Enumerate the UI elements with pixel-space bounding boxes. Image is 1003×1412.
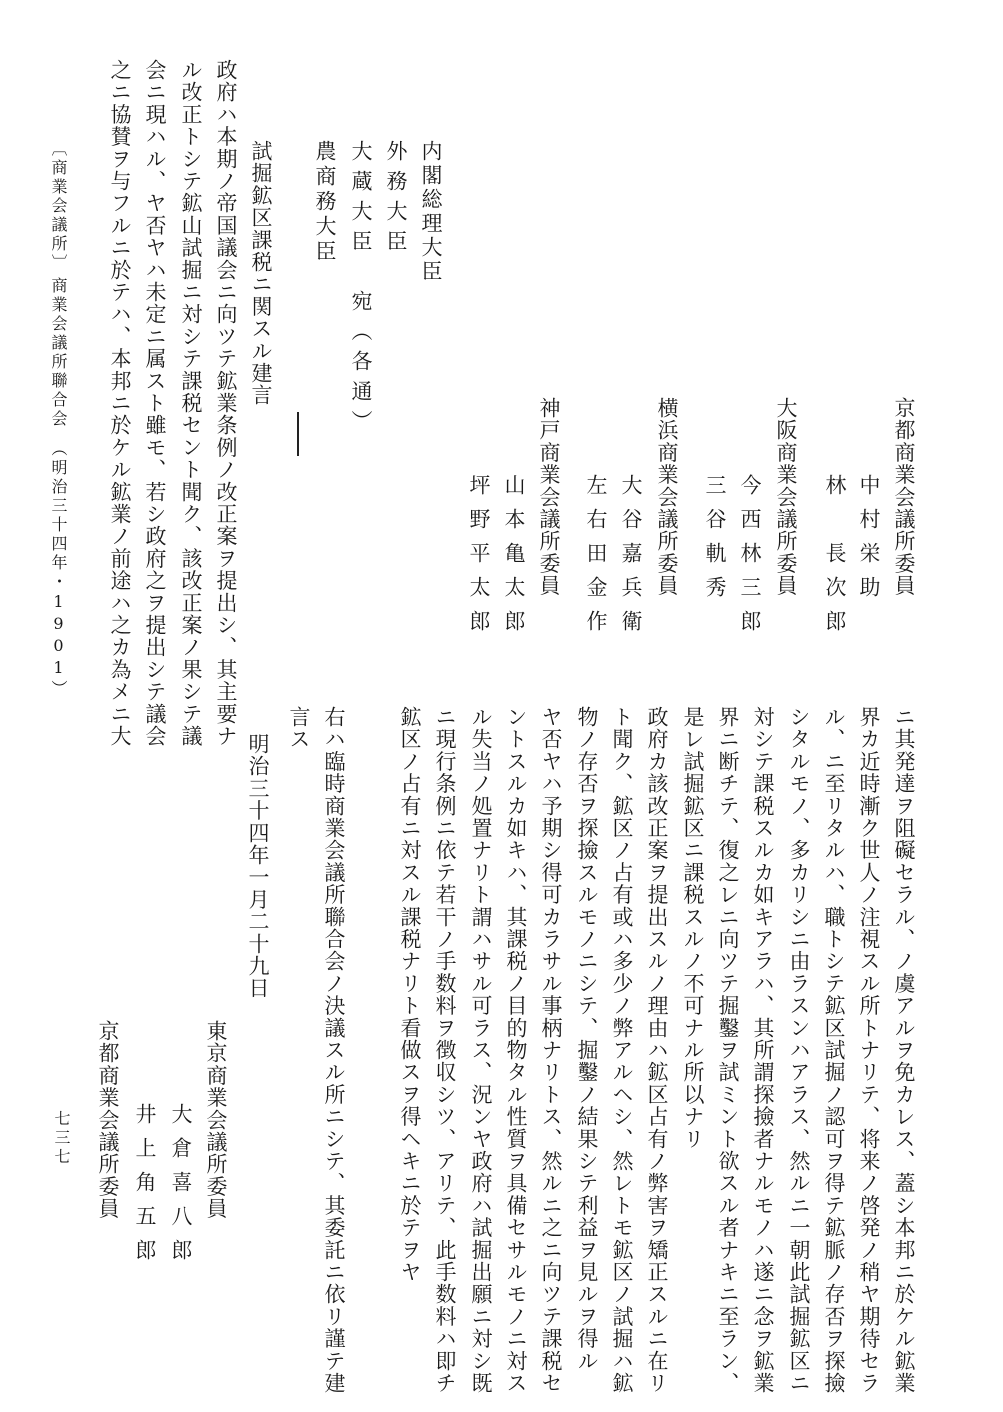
- lower-body-line-9: ト聞ク、鉱区ノ占有或ハ多少ノ弊アルヘシ、然レトモ鉱区ノ試掘ハ鉱: [610, 706, 634, 1395]
- upper-body-line-4: 之ニ協賛ヲ与フルニ於テハ、本邦ニ於ケル鉱業ノ前途ハ之カ為メニ大: [108, 59, 132, 748]
- document-date: 明治三十四年一月二十九日: [246, 733, 270, 1000]
- kobe-member-1: 山本亀太郎: [502, 474, 526, 644]
- divider-rule: [297, 412, 299, 456]
- source-label: 〔商業会議所〕: [49, 140, 68, 273]
- lower-body-line-5: 対シテ課税スルカ如キアラハ、其所謂探撿者ナルモノハ遂ニ念ヲ鉱業: [751, 706, 775, 1395]
- yokohama-committee-label: 横浜商業会議所委員: [655, 397, 679, 597]
- kobe-committee-label: 神戸商業会議所委員: [537, 397, 561, 597]
- tokyo-committee-label: 東京商業会議所委員: [204, 1020, 228, 1220]
- lower-body-line-16: 右ハ臨時商業会議所聯合会ノ決議スル所ニシテ、其委託ニ依リ謹テ建: [322, 706, 346, 1395]
- addressee-prime-minister: 内閣総理大臣: [419, 140, 443, 284]
- lower-body-line-17: 言ス: [287, 706, 311, 751]
- yokohama-member-2: 左右田金作: [584, 474, 608, 644]
- lower-body-line-15: 鉱区ノ占有ニ対スル課税ナリト看做スヲ得ヘキニ於テヲヤ: [398, 706, 422, 1284]
- addressee-finance-minister: 大蔵大臣 宛（各通）: [349, 140, 373, 440]
- document-title: 試掘鉱区課税ニ関スル建言: [249, 140, 273, 407]
- kyoto-committee-label-continued: 京都商業会議所委員: [96, 1020, 120, 1220]
- lower-body-line-3: ル、ニ至リタルハ、職トシテ鉱区試掘ノ認可ヲ得テ鉱脈ノ存否ヲ探撿: [822, 706, 846, 1395]
- osaka-committee-label: 大阪商業会議所委員: [774, 397, 798, 597]
- upper-body-line-2: ル改正トシテ鉱山試掘ニ対シテ課税セント聞ク、該改正案ノ果シテ議: [179, 59, 203, 748]
- kyoto-member-1: 中村栄助: [857, 474, 881, 610]
- lower-body-line-4: シタルモノ、多カリシニ由ラスンハアラス、然ルニ一朝此試掘鉱区ニ: [787, 706, 811, 1395]
- source-citation: 商業会議所聯合会 （明治三十四年・1901）: [49, 277, 68, 699]
- lower-body-line-1: ニ其発達ヲ阻礙セラル、ノ虞アルヲ免カレス、蓋シ本邦ニ於ケル鉱業: [892, 706, 916, 1395]
- lower-body-line-11: ヤ否ヤハ予期シ得可カラサル事柄ナリトス、然ルニ之ニ向ツテ課税セ: [539, 706, 563, 1395]
- upper-body-line-1: 政府ハ本期ノ帝国議会ニ向ツテ鉱業条例ノ改正案ヲ提出シ、其主要ナ: [214, 59, 238, 748]
- addressee-foreign-minister: 外務大臣: [384, 140, 408, 260]
- tokyo-member-1: 大倉喜八郎: [169, 1103, 193, 1273]
- lower-body-line-8: 政府カ該改正案ヲ提出スルノ理由ハ鉱区占有ノ弊害ヲ矯正スルニ在リ: [645, 706, 669, 1395]
- yokohama-member-1: 大谷嘉兵衛: [619, 474, 643, 644]
- lower-body-line-7: 是レ試掘鉱区ニ課税スルノ不可ナル所以ナリ: [681, 706, 705, 1150]
- lower-body-line-2: 界カ近時漸ク世人ノ注視スル所トナリテ、将来ノ啓発ノ稍ヤ期待セラ: [857, 706, 881, 1395]
- lower-body-line-12: ントスルカ如キハ、其課税ノ目的物タル性質ヲ具備セサルモノニ対ス: [504, 706, 528, 1395]
- kobe-member-2: 坪野平太郎: [467, 474, 491, 644]
- lower-body-line-6: 界ニ断チテ、復之レニ向ツテ掘鑿ヲ試ミント欲スル者ナキニ至ラン、: [716, 706, 740, 1395]
- page-number: 七三七: [52, 1110, 71, 1167]
- addressee-agriculture-minister: 農商務大臣: [313, 140, 337, 265]
- lower-body-line-13: ル失当ノ処置ナリト謂ハサル可ラス、況ンヤ政府ハ試掘出願ニ対シ既: [469, 706, 493, 1395]
- lower-body-line-14: ニ現行条例ニ依テ若干ノ手数料ヲ徴収シツ、アリテ、此手数料ハ即チ: [433, 706, 457, 1395]
- kyoto-member-2: 林 長次郎: [823, 474, 847, 644]
- osaka-member-2: 三谷軌秀: [703, 474, 727, 610]
- tokyo-member-2: 井上角五郎: [133, 1103, 157, 1273]
- upper-body-line-3: 会ニ現ハル、ヤ否ヤハ未定ニ属スト雖モ、若シ政府之ヲ提出シテ議会: [143, 59, 167, 748]
- osaka-member-1: 今西林三郎: [738, 474, 762, 644]
- kyoto-committee-label: 京都商業会議所委員: [892, 397, 916, 597]
- lower-body-line-10: 物ノ存否ヲ探撿スルモノニシテ、掘鑿ノ結果シテ利益ヲ見ルヲ得ル: [575, 706, 599, 1372]
